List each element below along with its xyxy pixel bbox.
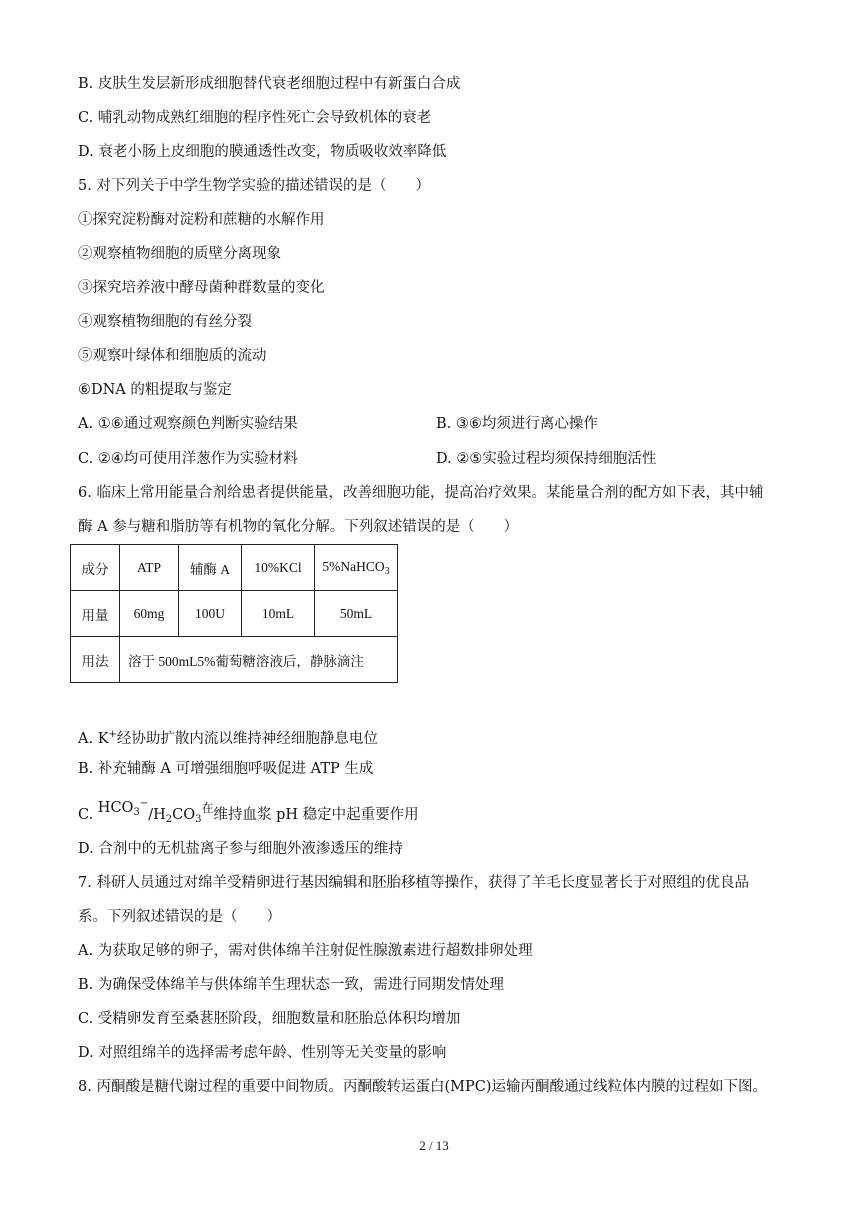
table-cell: 辅酶 A	[179, 545, 242, 591]
q6c-text: 维持血浆 pH 稳定中起重要作用	[213, 807, 419, 823]
q5-stem: 5. 对下列关于中学生物学实验的描述错误的是（ ）	[78, 178, 430, 194]
q6a-text: 经协助扩散内流以维持神经细胞静息电位	[116, 731, 378, 747]
page-number: 2 / 13	[419, 1138, 449, 1153]
energy-mixture-table	[70, 544, 398, 683]
q6-stem-line-1: 6. 临床上常用能量合剂给患者提供能量，改善细胞功能，提高治疗效果。某能量合剂的配方如下表，其中辅	[78, 485, 764, 501]
table-cell-usage: 溶于 500mL5%葡萄糖溶液后，静脉滴注	[120, 637, 398, 683]
q6-stem-line-2: 酶 A 参与糖和脂肪等有机物的氧化分解。下列叙述错误的是（ ）	[78, 519, 519, 535]
table-cell: 50mL	[315, 591, 398, 637]
table-cell: 10%KCl	[242, 545, 315, 591]
h2co3-subscript-3: 3	[195, 814, 202, 825]
q7-option-d: D. 对照组绵羊的选择需考虑年龄、性别等无关变量的影响	[78, 1045, 447, 1061]
q6c-prefix: C.	[78, 807, 94, 823]
q5-item-6: ⑥DNA 的粗提取与鉴定	[78, 382, 232, 398]
nahco3-subscript: 3	[384, 565, 390, 577]
q5-item-5: ⑤观察叶绿体和细胞质的流动	[78, 348, 267, 364]
table-row-label: 用法	[71, 637, 120, 683]
q5-item-2: ②观察植物细胞的质壁分离现象	[78, 246, 281, 262]
nahco3-label: 5%NaHCO	[322, 558, 385, 574]
table-cell: 60mg	[120, 591, 179, 637]
table-row-label: 用量	[71, 591, 120, 637]
table-row-label: 成分	[71, 545, 120, 591]
q6-option-c	[78, 797, 419, 834]
hco3-formula	[98, 800, 148, 816]
q7-option-a: A. 为获取足够的卵子，需对供体绵羊注射促性腺激素进行超数排卵处理	[78, 943, 533, 959]
q5-option-a: A. ①⑥通过观察颜色判断实验结果	[78, 416, 298, 432]
q6a-prefix: A. K	[78, 731, 109, 747]
q7-option-c: C. 受精卵发育至桑葚胚阶段，细胞数量和胚胎总体积均增加	[78, 1011, 461, 1027]
table-cell	[315, 545, 398, 591]
table-row	[71, 545, 398, 591]
q5-item-3: ③探究培养液中酵母菌种群数量的变化	[78, 280, 325, 296]
q7-stem-line-2: 系。下列叙述错误的是（ ）	[78, 909, 281, 925]
table-cell: ATP	[120, 545, 179, 591]
q7-option-b: B. 为确保受体绵羊与供体绵羊生理状态一致，需进行同期发情处理	[78, 977, 504, 993]
q5-item-4: ④观察植物细胞的有丝分裂	[78, 314, 252, 330]
table-cell: 100U	[179, 591, 242, 637]
q6-option-b: B. 补充辅酶 A 可增强细胞呼吸促进 ATP 生成	[78, 761, 374, 777]
q6a-superscript: +	[108, 729, 117, 740]
q4-option-d: D. 衰老小肠上皮细胞的膜通透性改变，物质吸收效率降低	[78, 144, 447, 160]
q6-option-d: D. 合剂中的无机盐离子参与细胞外液渗透压的维持	[78, 841, 403, 857]
h2co3-co: CO	[172, 807, 196, 823]
q6c-zai: 在	[201, 801, 214, 815]
hco3-subscript: 3	[133, 807, 140, 818]
hco3-text: HCO	[97, 800, 134, 816]
hco3-charge: −	[139, 798, 149, 809]
q8-stem: 8. 丙酮酸是糖代谢过程的重要中间物质。丙酮酸转运蛋白(MPC)运输丙酮酸通过线粒体内膜的过程如下图。	[78, 1079, 767, 1095]
q4-option-c: C. 哺乳动物成熟红细胞的程序性死亡会导致机体的衰老	[78, 110, 432, 126]
q6-option-a	[78, 725, 378, 749]
table-cell: 10mL	[242, 591, 315, 637]
table-row	[71, 591, 398, 637]
q5-option-b: B. ③⑥均须进行离心操作	[436, 416, 598, 432]
q5-option-d: D. ②⑤实验过程均须保持细胞活性	[436, 451, 657, 467]
q7-stem-line-1: 7. 科研人员通过对绵羊受精卵进行基因编辑和胚胎移植等操作，获得了羊毛长度显著长于对照组的优良品	[78, 875, 749, 891]
h2co3-text: /H	[148, 807, 166, 823]
q5-option-c: C. ②④均可使用洋葱作为实验材料	[78, 451, 298, 467]
q5-item-1: ①探究淀粉酶对淀粉和蔗糖的水解作用	[78, 212, 325, 228]
q4-option-b: B. 皮肤生发层新形成细胞替代衰老细胞过程中有新蛋白合成	[78, 76, 461, 92]
table-row	[71, 637, 398, 683]
h2co3-subscript-2: 2	[165, 814, 173, 825]
